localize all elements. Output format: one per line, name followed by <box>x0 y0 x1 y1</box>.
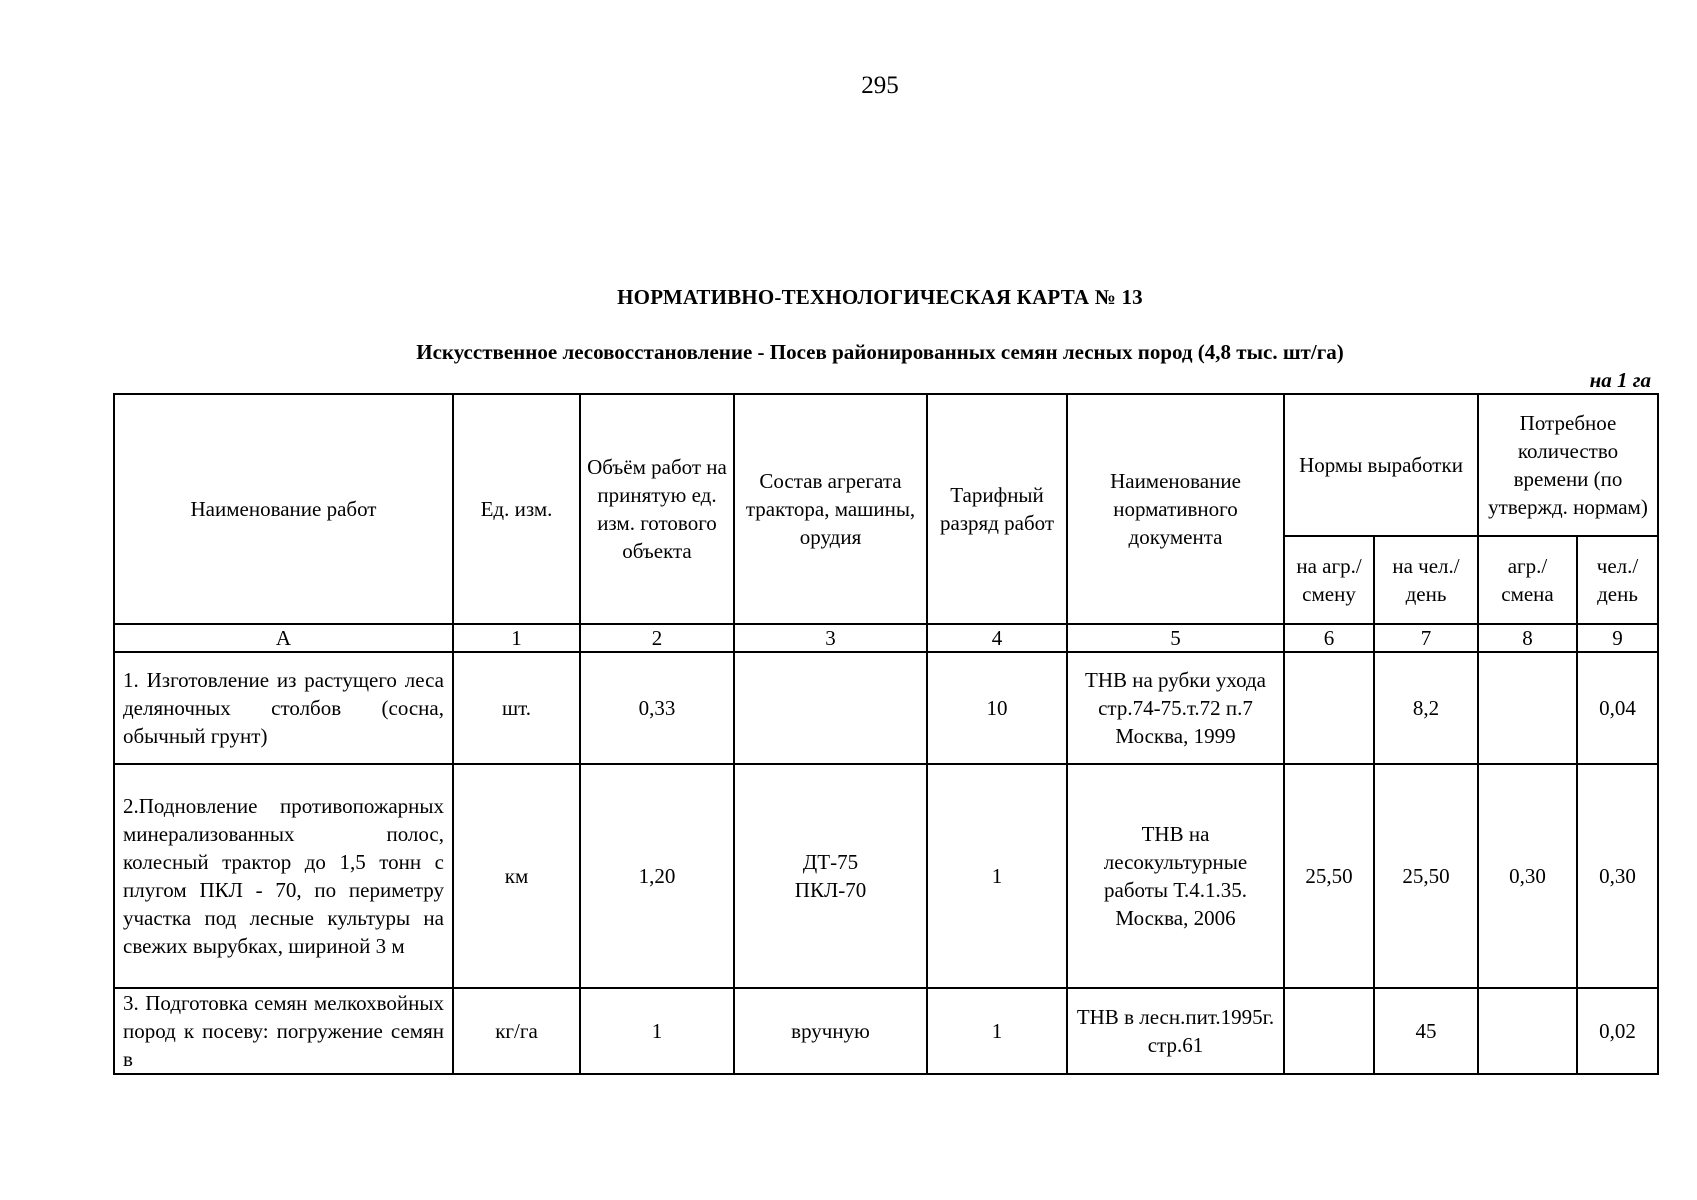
work-name-cell: 3. Подготовка семян мелкохвойных пород к посеву: погружение семян в <box>114 988 453 1074</box>
norm-agr-cell <box>1284 652 1374 764</box>
unit-note: на 1 га <box>1589 368 1651 392</box>
column-number: 6 <box>1284 624 1374 652</box>
norm-person-cell: 8,2 <box>1374 652 1478 764</box>
header-time-person: чел./ день <box>1577 536 1658 624</box>
document-cell: ТНВ в лесн.пит.1995г. стр.61 <box>1067 988 1284 1074</box>
aggregate-plough: ПКЛ-70 <box>794 878 867 902</box>
document-cell: ТНВ на лесокультурные работы Т.4.1.35. Москва, 2006 <box>1067 764 1284 988</box>
aggregate-cell <box>734 652 927 764</box>
column-number: 4 <box>927 624 1067 652</box>
header-norms-person: на чел./ день <box>1374 536 1478 624</box>
header-time: Потребное количество времени (по утвержд. нормам) <box>1478 394 1658 536</box>
header-document: Наименование нормативного документа <box>1067 394 1284 624</box>
header-aggregate: Состав агрегата трактора, машины, орудия <box>734 394 927 624</box>
grade-cell: 1 <box>927 764 1067 988</box>
header-name: Наименование работ <box>114 394 453 624</box>
aggregate-tractor: ДТ-75 <box>802 850 859 874</box>
header-unit: Ед. изм. <box>453 394 580 624</box>
time-agr-cell: 0,30 <box>1478 764 1577 988</box>
document-cell: ТНВ на рубки ухода стр.74-75.т.72 п.7 Москва, 1999 <box>1067 652 1284 764</box>
column-number: А <box>114 624 453 652</box>
work-name-cell: 2.Подновление противопожарных минерализованных полос, колесный трактор до 1,5 тонн с плугом ПКЛ - 70, по периметру участка под лесные культуры на свежих вырубках, шириной 3 м <box>114 764 453 988</box>
unit-cell: км <box>453 764 580 988</box>
document-title: НОРМАТИВНО-ТЕХНОЛОГИЧЕСКАЯ КАРТА № 13 <box>617 285 1143 309</box>
header-norms: Нормы выработки <box>1284 394 1478 536</box>
norm-agr-cell: 25,50 <box>1284 764 1374 988</box>
column-number: 8 <box>1478 624 1577 652</box>
header-grade: Тарифный разряд работ <box>927 394 1067 624</box>
time-agr-cell <box>1478 988 1577 1074</box>
header-volume: Объём работ на принятую ед. изм. готового объекта <box>580 394 734 624</box>
grade-cell: 1 <box>927 988 1067 1074</box>
time-person-cell: 0,04 <box>1577 652 1658 764</box>
column-number: 1 <box>453 624 580 652</box>
header-norms-agr: на агр./ смену <box>1284 536 1374 624</box>
time-person-cell: 0,02 <box>1577 988 1658 1074</box>
norm-agr-cell <box>1284 988 1374 1074</box>
volume-cell: 1,20 <box>580 764 734 988</box>
grade-cell: 10 <box>927 652 1067 764</box>
norm-person-cell: 25,50 <box>1374 764 1478 988</box>
column-number-row <box>114 624 1658 652</box>
time-agr-cell <box>1478 652 1577 764</box>
aggregate-cell: вручную <box>734 988 927 1074</box>
work-name-cell: 1. Изготовление из растущего леса деляночных столбов (сосна, обычный грунт) <box>114 652 453 764</box>
norm-person-cell: 45 <box>1374 988 1478 1074</box>
document-subtitle: Искусственное лесовосстановление - Посев районированных семян лесных пород (4,8 тыс. шт/га) <box>416 340 1344 364</box>
volume-cell: 0,33 <box>580 652 734 764</box>
unit-cell: шт. <box>453 652 580 764</box>
column-number: 5 <box>1067 624 1284 652</box>
column-number: 2 <box>580 624 734 652</box>
column-number: 3 <box>734 624 927 652</box>
unit-cell: кг/га <box>453 988 580 1074</box>
header-time-agr: агр./ смена <box>1478 536 1577 624</box>
volume-cell: 1 <box>580 988 734 1074</box>
column-number: 9 <box>1577 624 1658 652</box>
page-number: 295 <box>861 72 899 99</box>
aggregate-cell <box>734 764 927 988</box>
time-person-cell: 0,30 <box>1577 764 1658 988</box>
table-row <box>114 652 1658 764</box>
table-row <box>114 764 1658 988</box>
table-row <box>114 988 1658 1074</box>
column-number: 7 <box>1374 624 1478 652</box>
norm-table <box>113 393 1659 1075</box>
